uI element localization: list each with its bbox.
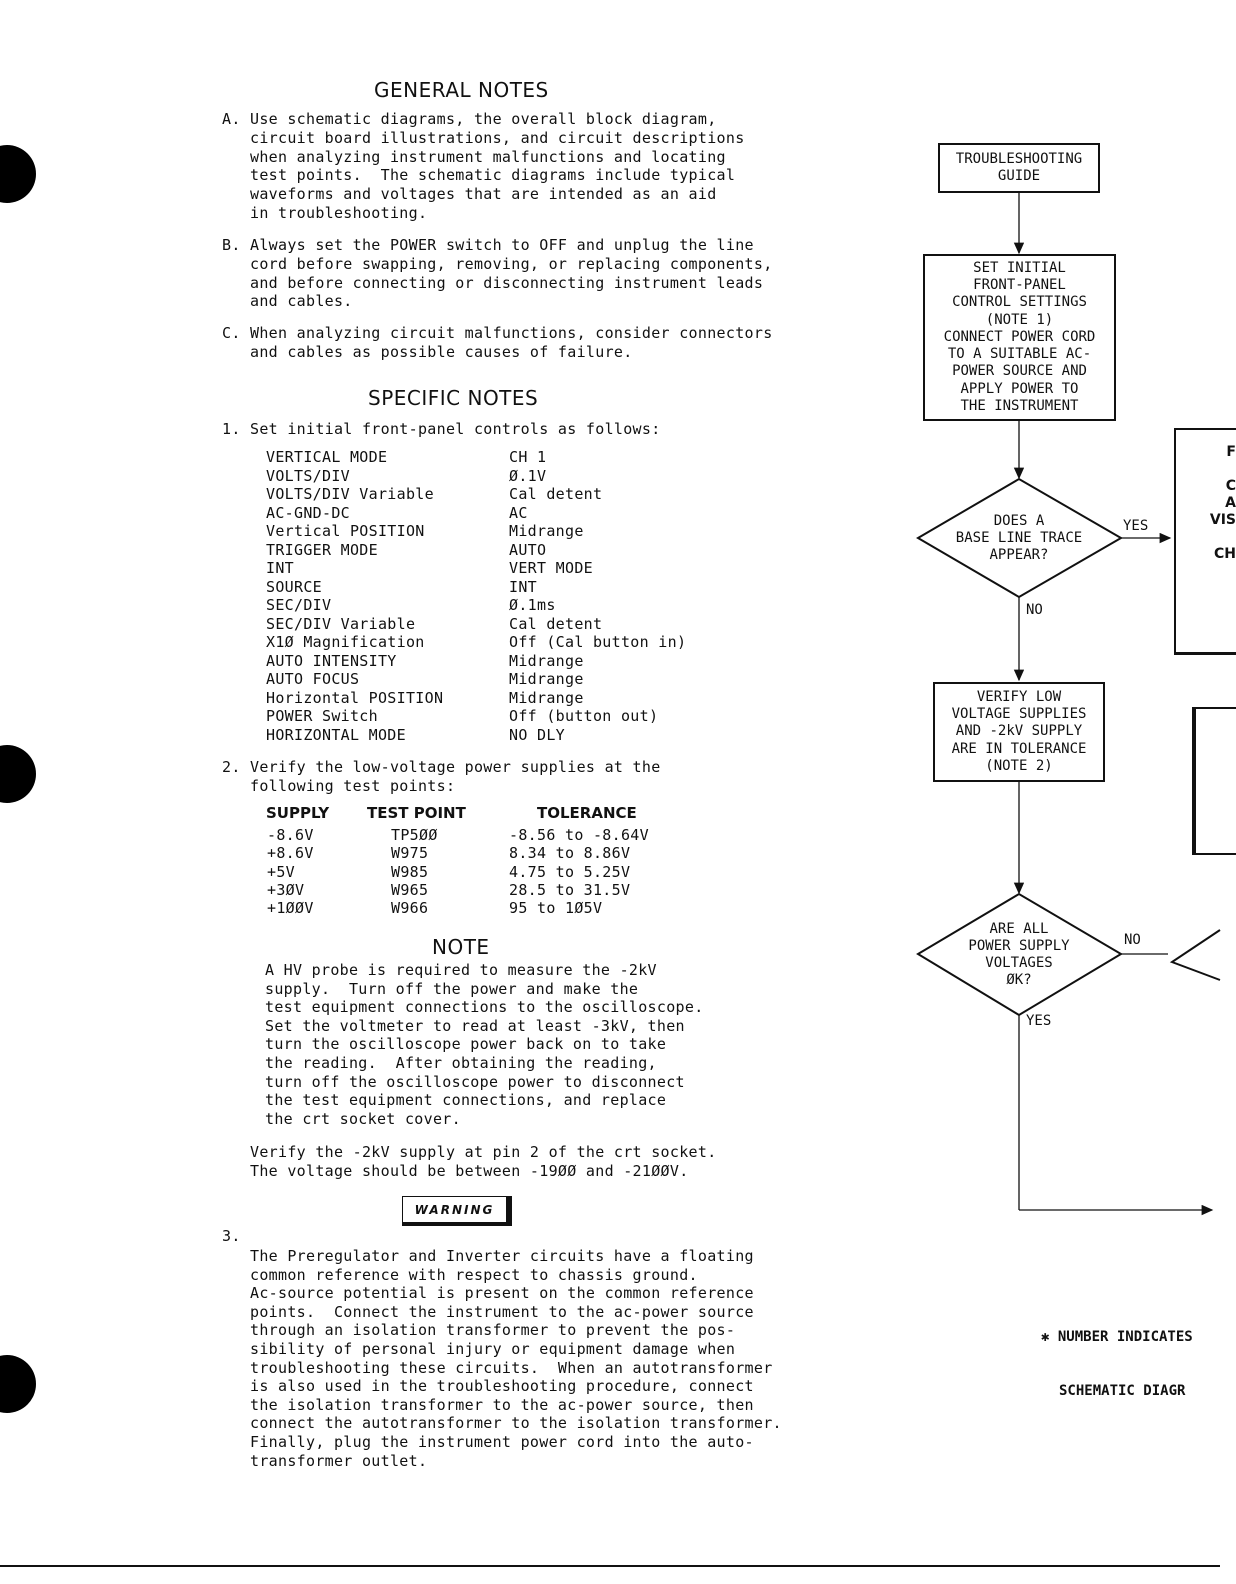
note2-intro-line: following test points: (250, 777, 456, 795)
control-value: Cal detent (509, 485, 603, 503)
tolerance-value: 28.5 to 31.5V (509, 880, 631, 899)
general-note-letter: B. (222, 236, 241, 254)
warning-line: common reference with respect to chassis ground. (250, 1265, 698, 1284)
tolerance-value: 95 to 1Ø5V (509, 899, 603, 918)
warning-line: transformer outlet. (250, 1451, 428, 1470)
warning-line: connect the autotransformer to the isolation transformer. (250, 1414, 782, 1433)
cut-diamond (1172, 930, 1220, 980)
note-line: the test equipment connections, and replace (265, 1091, 667, 1110)
warning-label: WARNING (414, 1202, 495, 1217)
warning-line: through an isolation transformer to prevent the pos- (250, 1321, 736, 1340)
note-line: supply. Turn off the power and make the (265, 979, 639, 998)
decision2-yes-label: YES (1026, 1013, 1052, 1029)
note-line: the crt socket cover. (265, 1109, 461, 1128)
control-name: SEC/DIV Variable (266, 614, 416, 633)
footnote (1041, 1292, 1193, 1418)
general-note-line: in troubleshooting. (250, 204, 428, 222)
control-name: AC-GND-DC (266, 503, 350, 522)
general-note-line: and cables as possible causes of failure. (250, 342, 633, 361)
control-value: Ø.1ms (509, 596, 556, 614)
control-name: SOURCE (266, 577, 322, 596)
control-name: AUTO FOCUS (266, 670, 360, 688)
decision2-no-label: NO (1124, 932, 1141, 948)
control-value: AC (509, 503, 528, 522)
note3-number: 3. (222, 1227, 241, 1245)
control-name: POWER Switch (266, 707, 378, 725)
supply-value: -8.6V (267, 826, 314, 844)
decision1-text: DOES A BASE LINE TRACE APPEAR? (955, 513, 1083, 563)
note-line: Set the voltmeter to read at least -3kV, then (265, 1016, 685, 1035)
control-name: Horizontal POSITION (266, 688, 444, 707)
supply-value: +8.6V (267, 844, 314, 863)
control-value: INT (509, 577, 537, 596)
general-note-line: Use schematic diagrams, the overall block diagram, (250, 110, 717, 128)
general-note-line: when analyzing instrument malfunctions and locating (250, 147, 726, 166)
warning-line: is also used in the troubleshooting procedure, connect (250, 1377, 754, 1396)
warning-line: sibility of personal injury or equipment damage when (250, 1340, 736, 1358)
general-note-line: test points. The schematic diagrams include typical (250, 166, 736, 185)
note-line: turn the oscilloscope power back on to take (265, 1035, 667, 1054)
control-value: Cal detent (509, 614, 603, 633)
note1-number: 1. (222, 420, 241, 438)
tolerance-value: -8.56 to -8.64V (509, 826, 649, 844)
start-box: TROUBLESHOOTING GUIDE (938, 143, 1100, 193)
cut-box-yes-branch (1174, 428, 1236, 655)
warning-line: the isolation transformer to the ac-power source, then (250, 1395, 754, 1414)
test-point-value: TP5ØØ (391, 826, 438, 844)
control-value: Midrange (509, 522, 584, 540)
general-note-line: cord before swapping, removing, or replacing components, (250, 254, 773, 273)
control-value: Ø.1V (509, 466, 547, 485)
note-line: A HV probe is required to measure the -2kV (265, 961, 657, 979)
supply-header: SUPPLY (266, 804, 330, 822)
warning-line: troubleshooting these circuits. When an autotransformer (250, 1358, 773, 1377)
control-value: Off (Cal button in) (509, 633, 687, 651)
warning-line: Ac-source potential is present on the common reference (250, 1284, 754, 1303)
control-value: NO DLY (509, 725, 565, 744)
control-value: Midrange (509, 651, 584, 670)
general-note-line: and cables. (250, 292, 353, 311)
test-point-value: W965 (391, 880, 429, 899)
control-value: CH 1 (509, 448, 547, 466)
control-name: Vertical POSITION (266, 522, 425, 540)
general-note-letter: C. (222, 324, 241, 342)
general-note-line: waveforms and voltages that are intended as an aid (250, 185, 717, 204)
warning-line: The Preregulator and Inverter circuits have a floating (250, 1247, 754, 1265)
note2-intro-line: Verify the low-voltage power supplies at the (250, 758, 661, 776)
test-point-value: W975 (391, 844, 429, 863)
control-name: INT (266, 559, 294, 577)
decision1-yes-label: YES (1123, 518, 1149, 534)
warning-line: points. Connect the instrument to the ac-power source (250, 1302, 754, 1321)
control-name: HORIZONTAL MODE (266, 725, 406, 744)
general-note-line: Always set the POWER switch to OFF and unplug the line (250, 236, 754, 254)
warning-line: Finally, plug the instrument power cord into the auto- (250, 1433, 754, 1451)
control-value: Midrange (509, 670, 584, 688)
note-line: the reading. After obtaining the reading, (265, 1054, 657, 1072)
verify-line: The voltage should be between -19ØØ and -21ØØV. (250, 1162, 689, 1180)
control-name: AUTO INTENSITY (266, 651, 397, 670)
tolerance-value: 4.75 to 5.25V (509, 862, 631, 881)
verify-line: Verify the -2kV supply at pin 2 of the crt socket. (250, 1143, 717, 1161)
cut-box-2 (1192, 707, 1236, 855)
initial-settings-box: SET INITIAL FRONT-PANEL CONTROL SETTINGS (NOTE 1) CONNECT POWER CORD TO A SUITABLE AC- POWER SOURCE AND APPLY POWER TO THE INSTRUMENT (923, 254, 1116, 421)
cut-box-text: F C A VIS CH (1209, 444, 1236, 562)
test-point-value: W985 (391, 862, 429, 881)
note-line: turn off the oscilloscope power to disconnect (265, 1072, 685, 1091)
decision2-text: ARE ALL POWER SUPPLY VOLTAGES ØK? (968, 921, 1070, 988)
supply-value: +3ØV (267, 880, 305, 899)
control-name: TRIGGER MODE (266, 540, 378, 559)
control-name: VOLTS/DIV Variable (266, 485, 434, 503)
note2-number: 2. (222, 758, 241, 776)
general-note-line: circuit board illustrations, and circuit descriptions (250, 128, 745, 147)
control-name: SEC/DIV (266, 596, 332, 614)
footnote-line: SCHEMATIC DIAGR (1059, 1383, 1186, 1399)
tolerance-value: 8.34 to 8.86V (509, 844, 631, 863)
verify-supplies-box: VERIFY LOW VOLTAGE SUPPLIES AND -2kV SUPPLY ARE IN TOLERANCE (NOTE 2) (933, 682, 1105, 782)
general-note-line: When analyzing circuit malfunctions, consider connectors (250, 324, 773, 342)
supply-value: +1ØØV (267, 899, 314, 918)
note-title: NOTE (432, 935, 490, 959)
control-name: X1Ø Magnification (266, 633, 425, 651)
note-line: test equipment connections to the oscilloscope. (265, 998, 704, 1017)
control-value: Off (button out) (509, 707, 659, 725)
supply-value: +5V (267, 862, 295, 881)
footnote-line: ✱ NUMBER INDICATES (1041, 1329, 1193, 1345)
control-value: VERT MODE (509, 559, 593, 577)
test-point-value: W966 (391, 899, 429, 918)
control-value: AUTO (509, 540, 547, 559)
control-value: Midrange (509, 688, 584, 707)
general-note-line: and before connecting or disconnecting instrument leads (250, 273, 764, 292)
general-notes-title: GENERAL NOTES (374, 78, 549, 102)
tolerance-header: TOLERANCE (537, 804, 637, 822)
note1-intro: Set initial front-panel controls as follows: (250, 420, 661, 438)
test-point-header: TEST POINT (367, 804, 466, 822)
control-name: VERTICAL MODE (266, 448, 388, 466)
general-note-letter: A. (222, 110, 241, 128)
specific-notes-title: SPECIFIC NOTES (368, 386, 539, 410)
decision1-no-label: NO (1026, 602, 1043, 618)
control-name: VOLTS/DIV (266, 466, 350, 485)
